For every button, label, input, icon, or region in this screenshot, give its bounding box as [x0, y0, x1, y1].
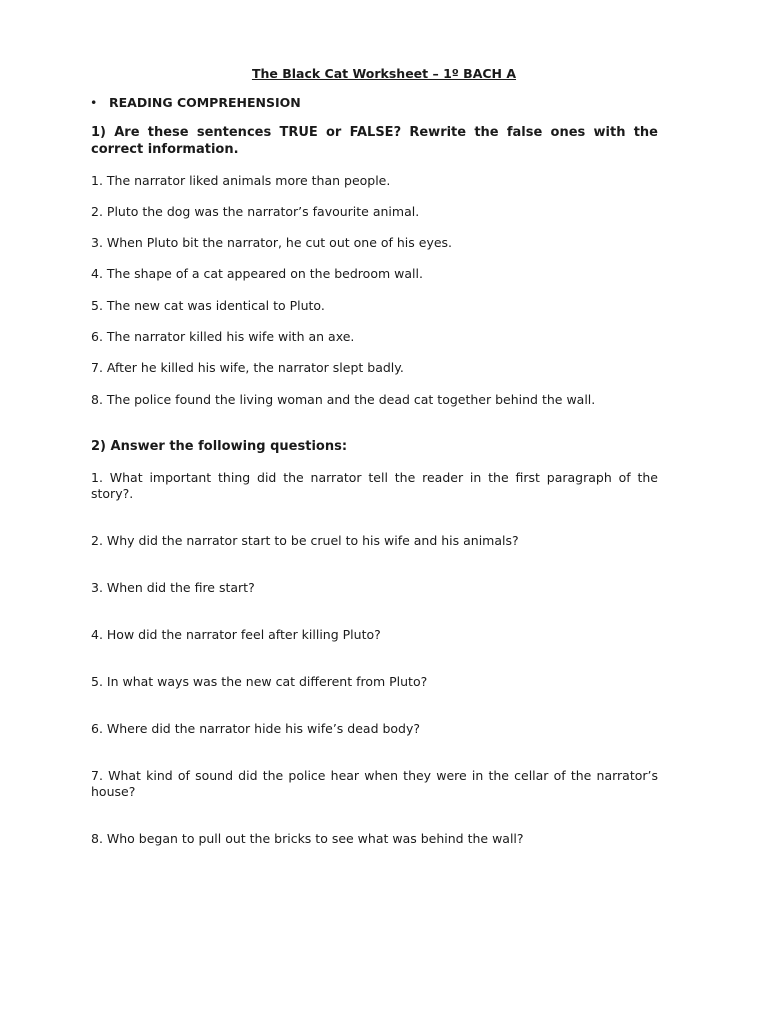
tf-statement-7: 7. After he killed his wife, the narrator slept badly. [91, 360, 404, 375]
tf-statement-5: 5. The new cat was identical to Pluto. [91, 298, 325, 313]
question-8: 8. Who began to pull out the bricks to see what was behind the wall? [91, 831, 524, 846]
question-2: 2. Why did the narrator start to be cruel to his wife and his animals? [91, 533, 519, 548]
question-3: 3. When did the fire start? [91, 580, 255, 595]
question-4: 4. How did the narrator feel after killing Pluto? [91, 627, 381, 642]
question-6: 6. Where did the narrator hide his wife’s dead body? [91, 721, 421, 736]
reading-comprehension-label: READING COMPREHENSION [109, 95, 301, 110]
tf-statement-8: 8. The police found the living woman and the dead cat together behind the wall. [91, 392, 596, 407]
section1-heading: 1) Are these sentences TRUE or FALSE? Rewrite the false ones with the correct information. [91, 125, 658, 157]
tf-statement-1: 1. The narrator liked animals more than people. [91, 173, 391, 188]
reading-comprehension-heading [90, 95, 301, 110]
tf-statement-4: 4. The shape of a cat appeared on the bedroom wall. [91, 266, 423, 281]
tf-statement-3: 3. When Pluto bit the narrator, he cut out one of his eyes. [91, 235, 453, 250]
tf-statement-2: 2. Pluto the dog was the narrator’s favourite animal. [91, 204, 420, 219]
bullet-icon: • [90, 95, 98, 110]
section2-heading: 2) Answer the following questions: [91, 439, 348, 454]
worksheet-title: The Black Cat Worksheet – 1º BACH A [251, 66, 517, 81]
question-1: 1. What important thing did the narrator tell the reader in the first paragraph of the story?. [91, 470, 658, 501]
question-7: 7. What kind of sound did the police hear when they were in the cellar of the narrator’s house? [91, 768, 658, 799]
question-5: 5. In what ways was the new cat different from Pluto? [91, 674, 428, 689]
tf-statement-6: 6. The narrator killed his wife with an axe. [91, 329, 355, 344]
